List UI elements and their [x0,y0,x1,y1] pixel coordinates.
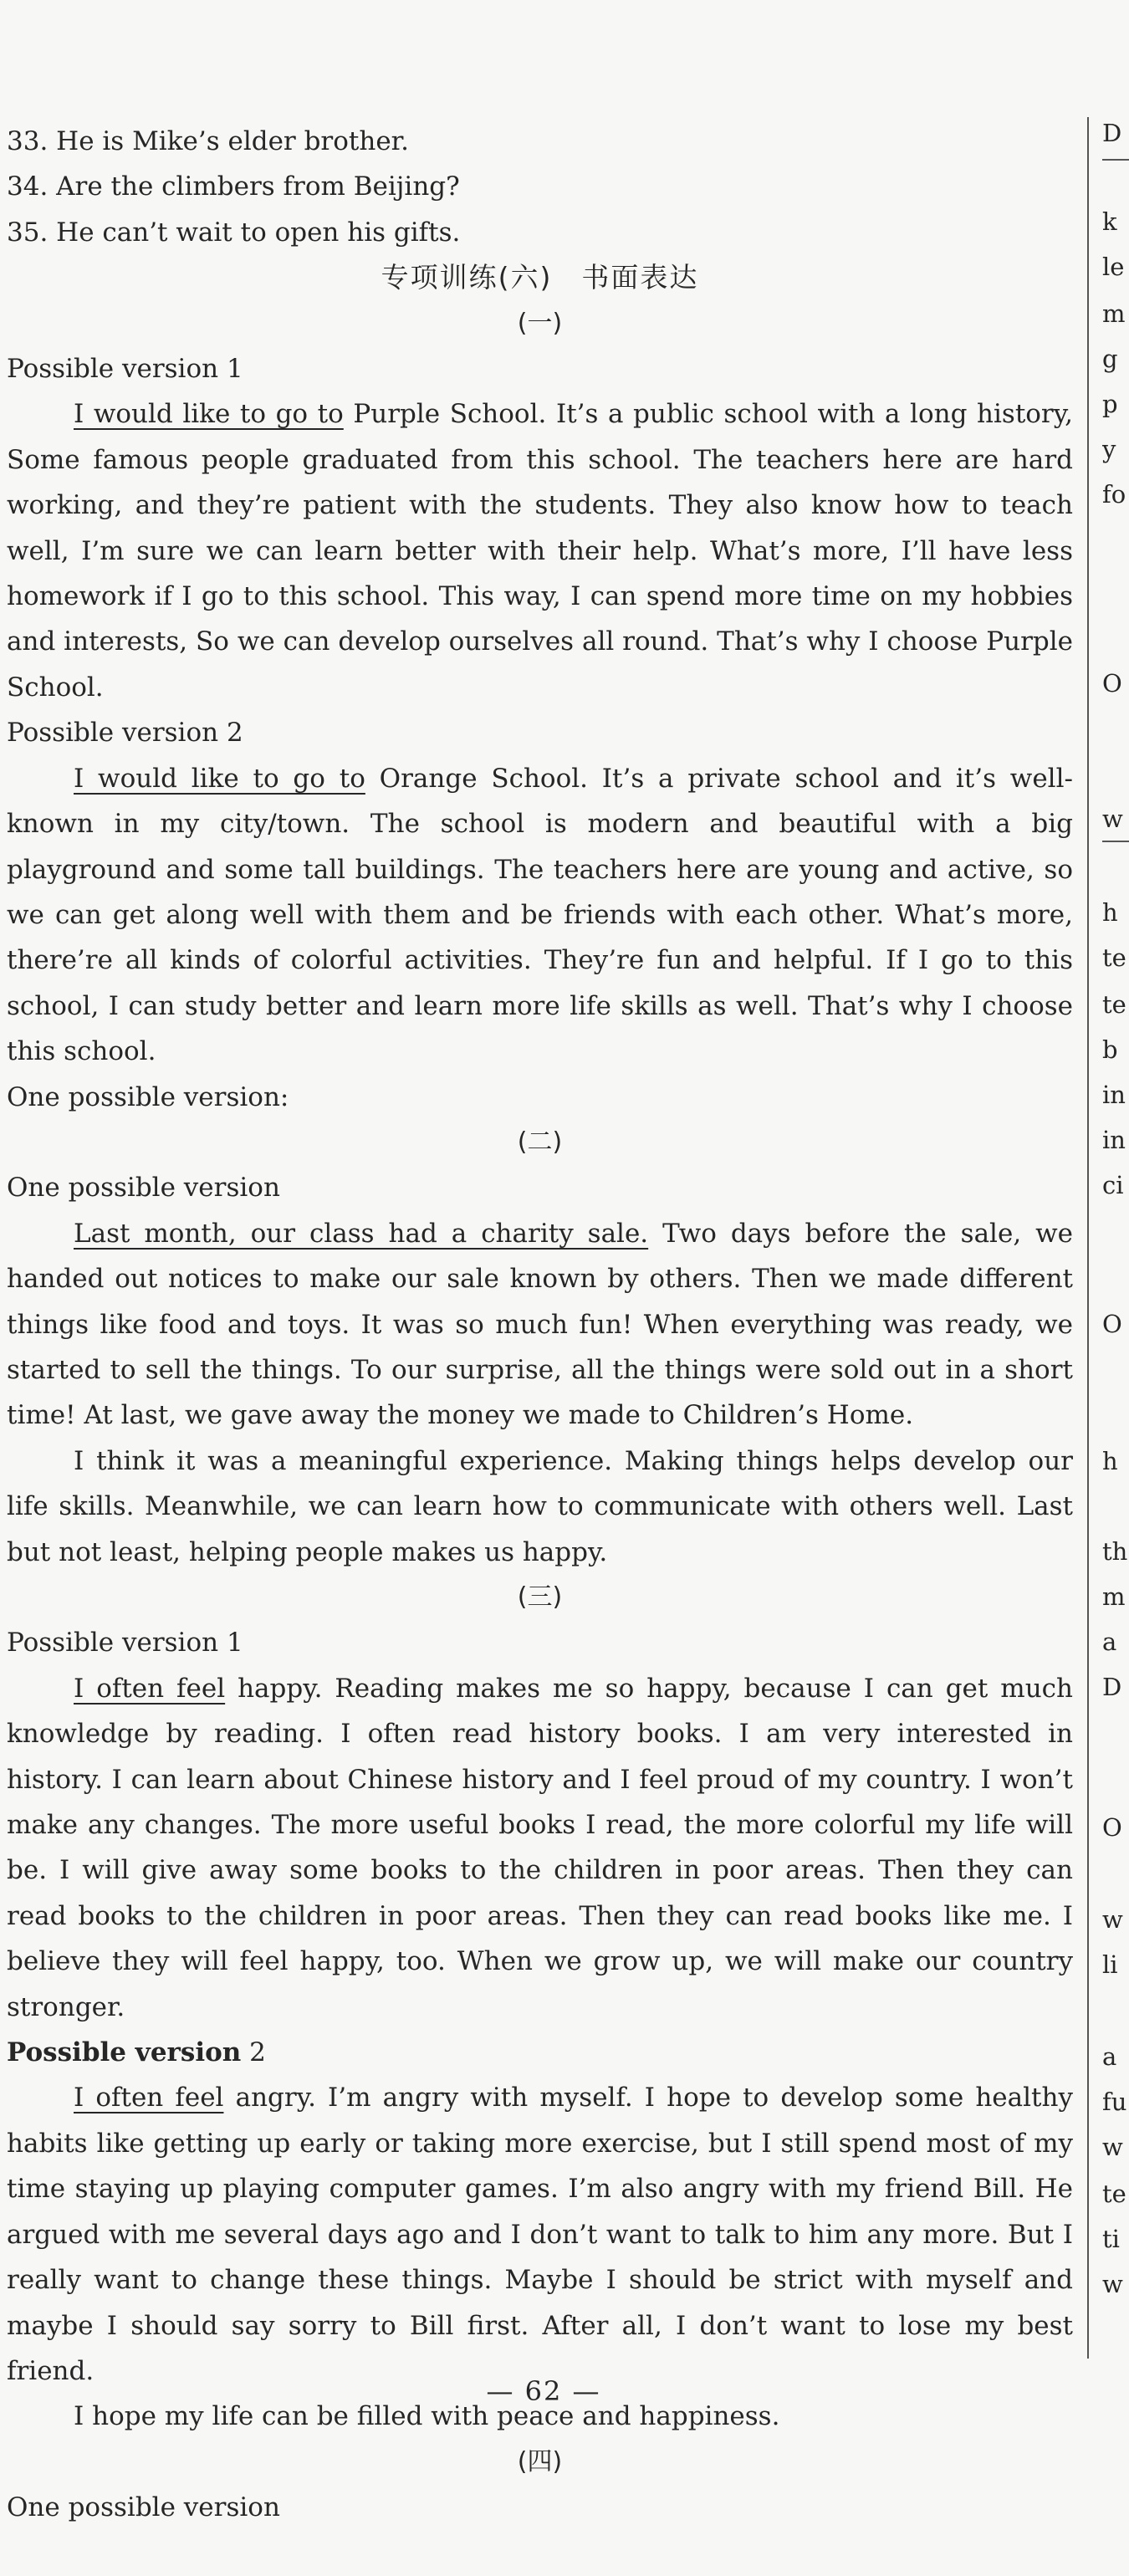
right-fragment: h [1102,898,1118,927]
right-fragment: w [1102,2270,1123,2298]
right-fragment: ci [1102,1171,1124,1199]
right-fragment: in [1102,1126,1126,1154]
right-fragment: w [1102,2133,1123,2161]
right-fragment: in [1102,1081,1126,1109]
right-fragment: w [1102,1905,1123,1934]
right-fragment: m [1102,1582,1126,1611]
right-fragment: a [1102,2042,1117,2071]
paragraph-text: angry. I’m angry with myself. I hope to develop some healthy habits like getting up early or taking more exercise, but I still spend most of my time staying up playing computer games. I’m also angry with my friend Bill. He argued with me several days ago and I don’t want to talk to him any more. But I really want to change these things. Maybe I should be strict with myself and maybe I should say sorry to Bill first. After all, I don’t want to lose my best friend. [7,2083,1073,2386]
part1-closing: One possible version: [7,1081,289,1112]
right-fragment: th [1102,1537,1128,1566]
column-divider [1087,117,1089,2359]
underlined-lead: Last month, our class had a charity sale. [74,1218,649,1249]
label-number: 2 [241,2037,266,2068]
underlined-lead: I often feel [74,1673,226,1704]
right-fragment: k [1102,207,1117,236]
right-fragment: fu [1102,2088,1127,2116]
item-35: 35. He can’t wait to open his gifts. [7,217,461,248]
right-fragment: g [1102,345,1118,373]
right-fragment: D [1102,1673,1122,1701]
right-fragment: te [1102,2180,1126,2208]
section-title: 专项训练(六) 书面表达 [381,261,699,294]
part2-paragraph-2: I think it was a meaningful experience. Making things helps develop our life skills. Meanwhile, we can learn how to communicate with others well. Last but not least, helping people makes us happy. [7,1445,1073,1567]
underlined-lead: I often feel [74,2083,224,2113]
part3-v1-label: Possible version 1 [7,1628,243,1659]
part2-heading: (二) [517,1127,563,1157]
part1-heading: (一) [517,308,563,338]
part1-v1-label: Possible version 1 [7,354,243,385]
right-fragment: y [1102,435,1116,463]
page-number: — 62 — [486,2375,601,2407]
part3-v1-paragraph [7,1666,1073,2030]
label-bold: Possible version [7,2037,242,2068]
part4-label: One possible version [7,2492,280,2523]
paragraph-text: Orange School. It’s a private school and it’s well-known in my city/town. The school is modern and beautiful with a big playground and some tall buildings. The teachers here are young and active, so we can get along well with them and be friends with each other. What’s more, there’re all kinds of colorful activities. They’re fun and helpful. If I go to this school, I can study better and learn more life skills as well. That’s why I choose this school. [7,763,1073,1067]
underlined-lead: I would like to go to [74,763,365,794]
right-column-fragments [1102,0,1129,2576]
right-fragment: le [1102,253,1125,281]
part2-label: One possible version [7,1173,280,1204]
part1-v1-paragraph [7,391,1073,710]
right-fragment: h [1102,1447,1118,1475]
right-fragment: w [1102,805,1123,833]
right-fragment: O [1102,669,1122,698]
right-fragment: te [1102,990,1126,1019]
part3-v2-paragraph [7,2075,1073,2394]
item-34: 34. Are the climbers from Beijing? [7,171,460,202]
underlined-lead: I would like to go to [74,399,344,430]
part3-heading: (三) [517,1582,563,1612]
right-fragment: D [1102,119,1122,147]
part2-paragraph-1 [7,1211,1073,1439]
part3-closing: I hope my life can be filled with peace and happiness. [74,2401,780,2432]
right-fragment: li [1102,1950,1118,1979]
paragraph-text: Purple School. It’s a public school with a long history, Some famous people graduated from this school. The teachers here are hard working, and they’re patient with the students. They also know how to teach well, I’m sure we can learn better with their help. What’s more, I’ll have less homework if I go to this school. This way, I can spend more time on my hobbies and interests, So we can develop ourselves all round. That’s why I choose Purple School. [7,399,1074,703]
right-fragment: b [1102,1035,1118,1064]
part1-v2-paragraph [7,756,1073,1075]
paragraph-text: happy. Reading makes me so happy, because I can get much knowledge by reading. I often read history books. I am very interested in history. I can learn about Chinese history and I feel proud of my country. I won’t make any changes. The more useful books I read, the more colorful my life will be. I will give away some books to the children in poor areas. Then they can read books to the children in poor areas. Then they can read books like me. I believe they will feel happy, too. When we grow up, we will make our country stronger. [7,1673,1073,2022]
right-fragment: m [1102,299,1126,328]
part3-v2-label [7,2030,1073,2075]
right-fragment: O [1102,1310,1122,1338]
part1-v2-label: Possible version 2 [7,718,243,749]
right-fragment: te [1102,943,1126,972]
paragraph-text: Two days before the sale, we handed out notices to make our sale known by others. Then we made different things like food and toys. It was so much fun! When everything was ready, we started to sell the things. To our surprise, all the things were sold out in a short time! At last, we gave away the money we made to Children’s Home. [7,1218,1074,1431]
right-fragment: O [1102,1813,1122,1842]
main-column [7,119,1073,2531]
right-fragment: a [1102,1628,1117,1656]
right-fragment: p [1102,390,1118,418]
part4-heading: (四) [517,2446,563,2476]
right-fragment: fo [1102,480,1126,509]
item-33: 33. He is Mike’s elder brother. [7,126,409,156]
right-fragment: ti [1102,2225,1120,2253]
